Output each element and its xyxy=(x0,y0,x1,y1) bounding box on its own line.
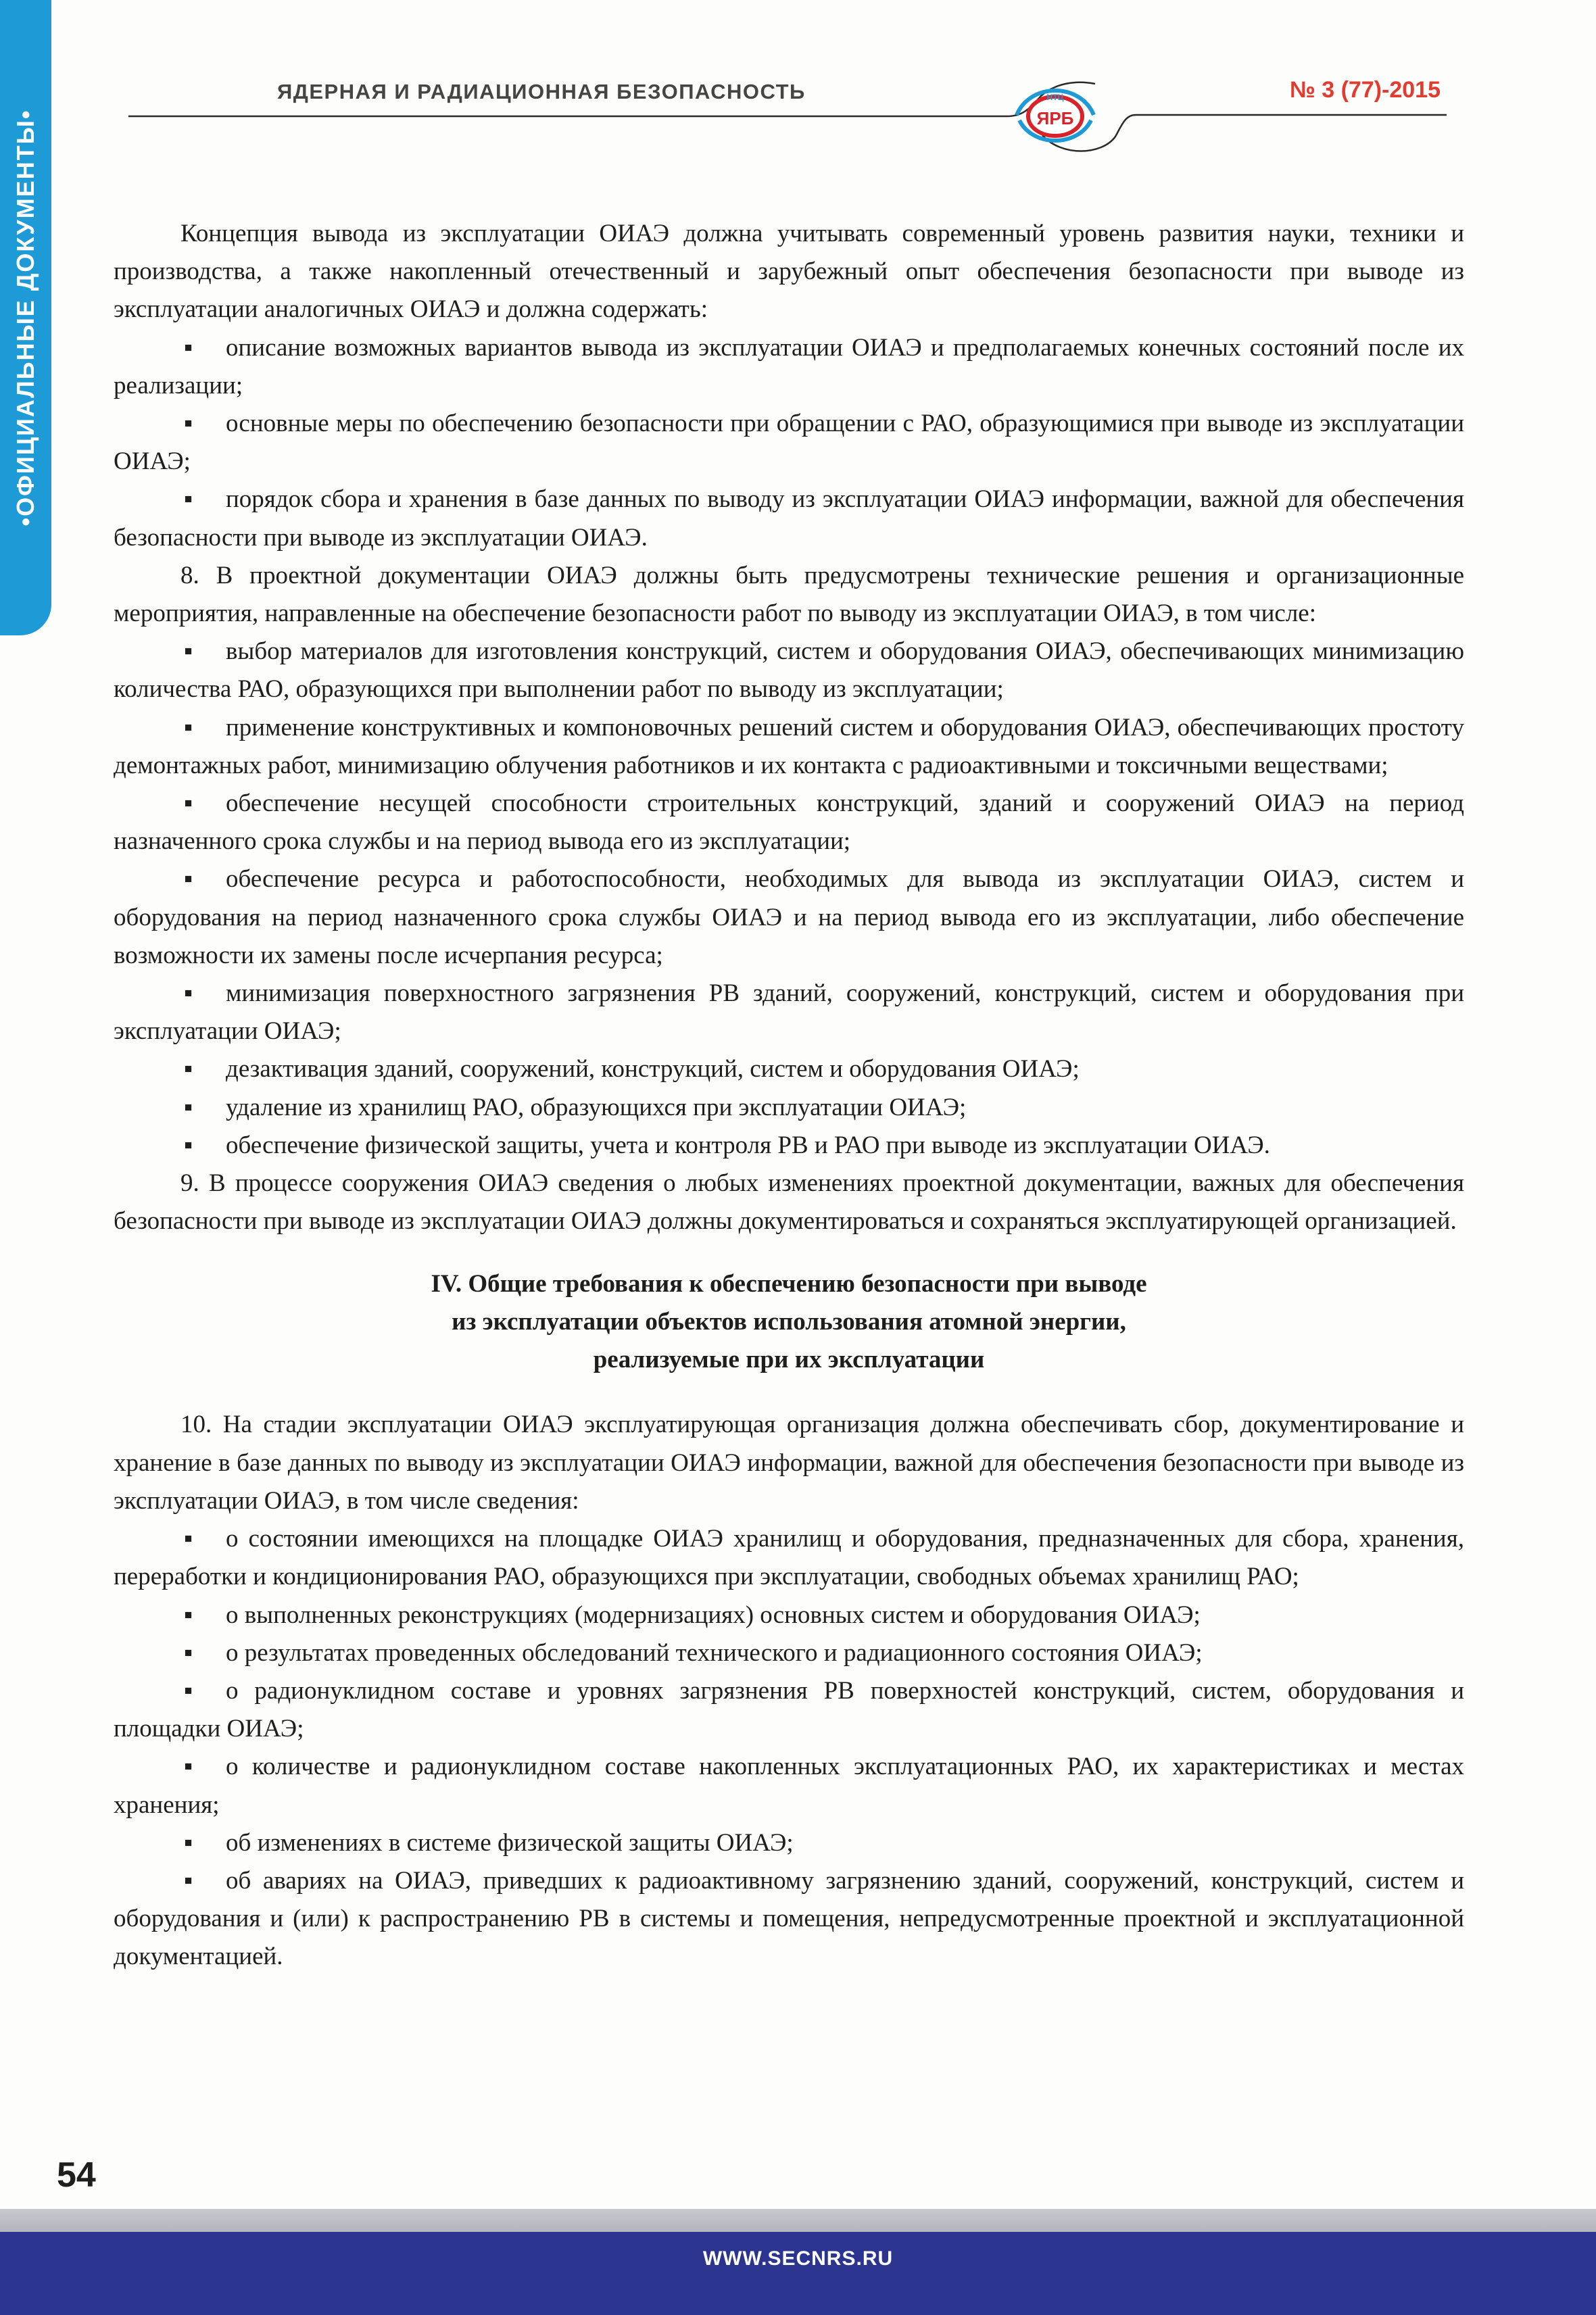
list-item xyxy=(114,1634,1464,1672)
paragraph: 8. В проектной документации ОИАЭ должны быть предусмотрены технические решения и организационные мероприятия, направленные на обеспечение безопасности работ по выводу из эксплуатации ОИАЭ, в том числе: xyxy=(114,561,1464,628)
paragraph: Концепция вывода из эксплуатации ОИАЭ должна учитывать современный уровень развития науки, техники и производства, а также накопленный отечественный и зарубежный опыт обеспечения безопасности при выводе из эксплуатации аналогичных ОИАЭ и должна содержать: xyxy=(114,220,1464,324)
paragraph: 9. В процессе сооружения ОИАЭ сведения о любых изменениях проектной документации, важных для обеспечения безопасности при выводе из эксплуатации ОИАЭ должны документироваться и сохраняться эксплуатирующей организацией. xyxy=(114,1169,1464,1236)
bullet-icon: ▪ xyxy=(184,1828,193,1857)
list-item xyxy=(114,1672,1464,1748)
bullet-icon: ▪ xyxy=(184,1638,193,1667)
bullet-icon: ▪ xyxy=(184,1753,193,1781)
issue-number: № 3 (77)-2015 xyxy=(1289,77,1441,103)
list-item xyxy=(114,1520,1464,1596)
list-item-text: обеспечение ресурса и работоспособности, необходимых для вывода из эксплуатации ОИАЭ, систем и оборудования на период назначенного срока службы ОИАЭ и на период вывода его из эксплуатации, либо обеспечение возможности их замены после исчерпания ресурса; xyxy=(114,865,1464,969)
bullet-icon: ▪ xyxy=(184,637,193,666)
section-heading-line: IV. Общие требования к обеспечению безопасности при выводе xyxy=(431,1270,1147,1298)
website-link[interactable]: WWW.SECNRS.RU xyxy=(702,2247,894,2270)
bullet-icon: ▪ xyxy=(184,713,193,741)
section-heading-line: реализуемые при их эксплуатации xyxy=(593,1346,985,1374)
list-item xyxy=(114,785,1464,860)
bullet-icon: ▪ xyxy=(184,333,193,362)
list-item xyxy=(114,481,1464,556)
list-item-text: основные меры по обеспечению безопасности при обращении с РАО, образующимися при выводе из эксплуатации ОИАЭ; xyxy=(114,410,1464,476)
bullet-icon: ▪ xyxy=(184,410,193,438)
list-item xyxy=(114,1050,1464,1088)
list-item-text: минимизация поверхностного загрязнения РВ зданий, сооружений, конструкций, систем и оборудования при эксплуатации ОИАЭ; xyxy=(114,979,1464,1046)
paragraph: 10. На стадии эксплуатации ОИАЭ эксплуатирующая организация должна обеспечивать сбор, документирование и хранение в базе данных по выводу из эксплуатации ОИАЭ информации, важной для обеспечения безопасности при выводе из эксплуатации ОИАЭ, в том числе сведения: xyxy=(114,1411,1464,1515)
list-item-text: об изменениях в системе физической защиты ОИАЭ; xyxy=(226,1828,794,1857)
journal-logo-icon xyxy=(1010,76,1101,150)
bullet-icon: ▪ xyxy=(184,1525,193,1553)
list-item-text: применение конструктивных и компоновочных решений систем и оборудования ОИАЭ, обеспечивающих простоту демонтажных работ, минимизацию облучения работников и их контакта с радиоактивными и токсичными веществами; xyxy=(114,713,1464,779)
page-number: 54 xyxy=(57,2155,96,2195)
section-label: •ОФИЦИАЛЬНЫЕ ДОКУМЕНТЫ• xyxy=(11,109,39,527)
section-heading-line: из эксплуатации объектов использования атомной энергии, xyxy=(452,1308,1126,1336)
section-heading xyxy=(114,1240,1464,1406)
list-item-text: о радионуклидном составе и уровнях загрязнения РВ поверхностей конструкций, систем, оборудования и площадки ОИАЭ; xyxy=(114,1676,1464,1743)
list-item xyxy=(114,1597,1464,1634)
list-item xyxy=(114,1862,1464,1976)
list-item-text: о количестве и радионуклидном составе накопленных эксплуатационных РАО, их характеристиках и местах хранения; xyxy=(114,1753,1464,1819)
bullet-icon: ▪ xyxy=(184,485,193,514)
bullet-icon: ▪ xyxy=(184,1601,193,1629)
list-item-text: описание возможных вариантов вывода из эксплуатации ОИАЭ и предполагаемых конечных состояний после их реализации; xyxy=(114,333,1464,399)
logo-text: ЯРБ xyxy=(1036,108,1074,128)
list-item xyxy=(114,1748,1464,1824)
list-item-text: дезактивация зданий, сооружений, конструкций, систем и оборудования ОИАЭ; xyxy=(226,1055,1080,1083)
list-item-text: о выполненных реконструкциях (модернизациях) основных систем и оборудования ОИАЭ; xyxy=(226,1601,1201,1629)
bullet-icon: ▪ xyxy=(184,1055,193,1083)
list-item-text: порядок сбора и хранения в базе данных по выводу из эксплуатации ОИАЭ информации, важной для обеспечения безопасности при выводе из эксплуатации ОИАЭ. xyxy=(114,485,1464,552)
section-side-tab xyxy=(0,0,51,635)
footer-stripe xyxy=(0,2209,1596,2232)
list-item xyxy=(114,709,1464,785)
list-item xyxy=(114,329,1464,405)
list-item-text: об авариях на ОИАЭ, приведших к радиоактивному загрязнению зданий, сооружений, конструкций, систем и оборудования и (или) к распространению РВ в системы и помещения, непредусмотренные проектной и эксплуатационной документацией. xyxy=(114,1866,1464,1971)
list-item xyxy=(114,1127,1464,1165)
list-item-text: обеспечение несущей способности строительных конструкций, зданий и сооружений ОИАЭ на период назначенного срока службы и на период вывода его из эксплуатации; xyxy=(114,789,1464,856)
list-item xyxy=(114,633,1464,708)
logo-small-text: НТЦ xyxy=(1046,93,1064,102)
list-item-text: удаление из хранилищ РАО, образующихся при эксплуатации ОИАЭ; xyxy=(226,1093,967,1121)
bullet-icon: ▪ xyxy=(184,1093,193,1121)
list-item-text: выбор материалов для изготовления конструкций, систем и оборудования ОИАЭ, обеспечивающих минимизацию количества РАО, образующихся при выполнении работ по выводу из эксплуатации; xyxy=(114,637,1464,704)
bullet-icon: ▪ xyxy=(184,1676,193,1705)
bullet-icon: ▪ xyxy=(184,979,193,1008)
list-item xyxy=(114,1089,1464,1127)
bullet-icon: ▪ xyxy=(184,1866,193,1895)
list-item-text: обеспечение физической защиты, учета и контроля РВ и РАО при выводе из эксплуатации ОИАЭ. xyxy=(226,1131,1270,1159)
list-item xyxy=(114,405,1464,481)
bullet-icon: ▪ xyxy=(184,1131,193,1159)
bullet-icon: ▪ xyxy=(184,789,193,818)
list-item-text: о результатах проведенных обследований технического и радиационного состояния ОИАЭ; xyxy=(226,1638,1203,1667)
journal-title: ЯДЕРНАЯ И РАДИАЦИОННАЯ БЕЗОПАСНОСТЬ xyxy=(277,80,806,103)
list-item xyxy=(114,860,1464,975)
document-body xyxy=(114,215,1464,1976)
list-item xyxy=(114,975,1464,1050)
bullet-icon: ▪ xyxy=(184,865,193,894)
list-item xyxy=(114,1824,1464,1862)
list-item-text: о состоянии имеющихся на площадке ОИАЭ хранилищ и оборудования, предназначенных для сбора, хранения, переработки и кондиционирования РАО, образующихся при эксплуатации, свободных объемах хранилищ РАО; xyxy=(114,1525,1464,1591)
